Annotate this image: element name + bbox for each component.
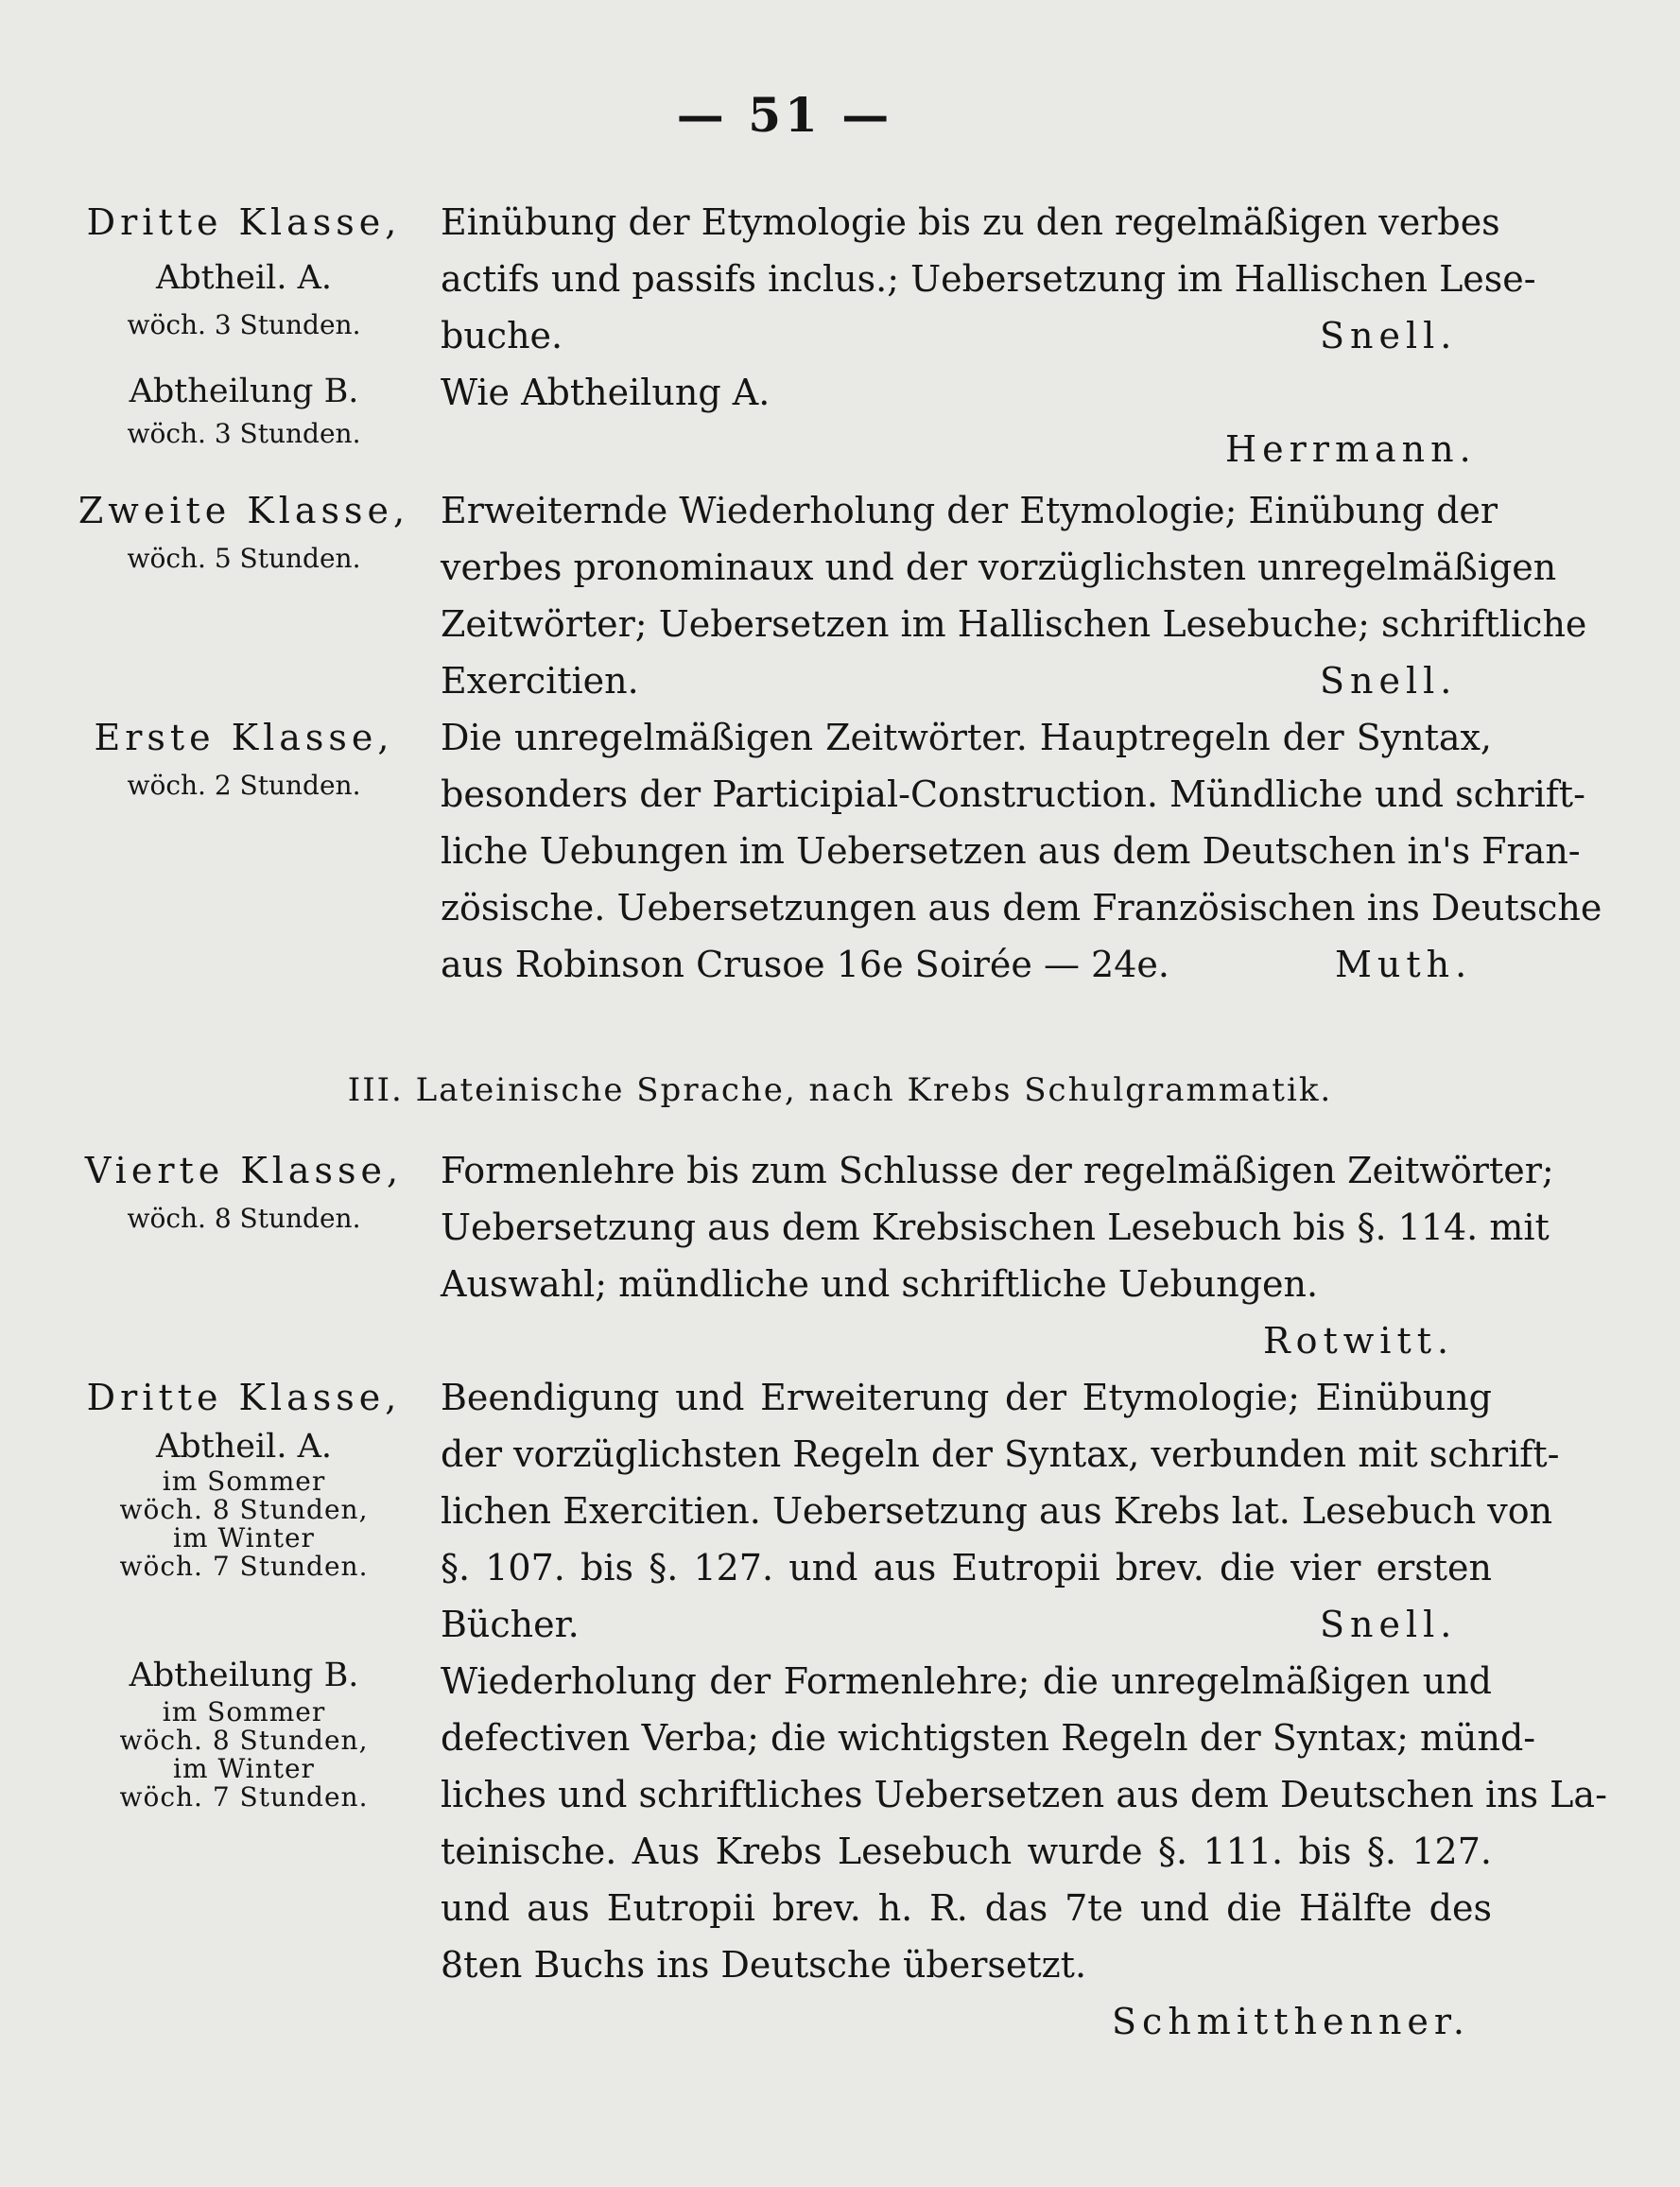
text-line: Zeitwörter; Uebersetzen im Hallischen Lesebuche; schriftliche	[441, 603, 1587, 645]
text-line: und aus Eutropii brev. h. R. das 7te und die Hälfte des	[441, 1887, 1492, 1929]
teacher-name: Rotwitt.	[1263, 1320, 1455, 1362]
class-name: Abtheilung B.	[129, 1657, 359, 1694]
text-line: Formenlehre bis zum Schlusse der regelmäßigen Zeitwörter;	[441, 1150, 1554, 1191]
class-name: Dritte Klasse,	[86, 1377, 402, 1418]
text-line: Beendigung und Erweiterung der Etymologie; Einübung	[441, 1377, 1492, 1418]
lesson-text	[441, 1653, 1607, 1993]
class-name: Vierte Klasse,	[84, 1150, 404, 1191]
text-line: zösische. Uebersetzungen aus dem Französischen ins Deutsche	[441, 887, 1602, 929]
teacher-name: Snell.	[1320, 315, 1458, 356]
text-line: teinische. Aus Krebs Lesebuch wurde §. 111. bis §. 127.	[441, 1831, 1492, 1872]
text-line: buche.	[441, 315, 563, 356]
class-label	[74, 1653, 414, 1812]
text-line: §. 107. bis §. 127. und aus Eutropii brev. die vier ersten	[441, 1547, 1492, 1588]
class-name: Dritte Klasse,	[86, 201, 402, 243]
text-line: actifs und passifs inclus.; Uebersetzung im Hallischen Lese-	[441, 258, 1536, 300]
summer-hours: wöch. 8 Stunden,	[119, 1725, 369, 1756]
text-line: defectiven Verba; die wichtigsten Regeln der Syntax; münd-	[441, 1717, 1536, 1759]
section-heading-latin: III. Lateinische Sprache, nach Krebs Schulgrammatik.	[347, 1071, 1333, 1109]
text-line: Wiederholung der Formenlehre; die unregelmäßigen und	[441, 1660, 1492, 1702]
teacher-name: Snell.	[1320, 660, 1458, 702]
teacher-name: Snell.	[1320, 1604, 1458, 1645]
class-hours: wöch. 5 Stunden.	[127, 543, 361, 574]
class-name: Abtheilung B.	[129, 373, 359, 410]
text-line: lichen Exercitien. Uebersetzung aus Krebs lat. Lesebuch von	[441, 1490, 1553, 1532]
text-line: der vorzüglichsten Regeln der Syntax, verbunden mit schrift-	[441, 1433, 1560, 1475]
class-label	[74, 1142, 414, 1239]
class-subdivision: Abtheil. A.	[155, 259, 333, 297]
class-name: Zweite Klasse,	[78, 490, 410, 531]
lesson-text	[441, 1142, 1554, 1312]
winter-hours: wöch. 7 Stunden.	[119, 1781, 369, 1813]
class-label	[74, 364, 414, 449]
text-line: Die unregelmäßigen Zeitwörter. Hauptregeln der Syntax,	[441, 717, 1492, 758]
class-label	[74, 1369, 414, 1581]
text-line: Wie Abtheilung A.	[441, 372, 771, 413]
page-number: — 51 —	[676, 87, 893, 143]
text-line: Exercitien.	[441, 660, 639, 702]
text-line: Bücher.	[441, 1604, 580, 1645]
season-summer: im Sommer	[162, 1466, 326, 1497]
teacher-name: Schmitthenner.	[1112, 2001, 1470, 2042]
text-line: liches und schriftliches Uebersetzen aus dem Deutschen ins La-	[441, 1774, 1607, 1815]
class-hours: wöch. 2 Stunden.	[127, 770, 361, 801]
class-label	[74, 194, 414, 345]
text-line: aus Robinson Crusoe 16e Soirée — 24e.	[441, 944, 1169, 985]
class-label	[74, 709, 414, 806]
text-line: Einübung der Etymologie bis zu den regelmäßigen verbes	[441, 201, 1500, 243]
class-hours: wöch. 3 Stunden.	[127, 418, 361, 449]
text-line: Auswahl; mündliche und schriftliche Uebungen.	[441, 1263, 1319, 1305]
class-label	[74, 482, 414, 579]
season-winter: im Winter	[173, 1522, 315, 1553]
class-name: Erste Klasse,	[94, 717, 394, 758]
season-winter: im Winter	[173, 1753, 315, 1784]
summer-hours: wöch. 8 Stunden,	[119, 1494, 369, 1525]
text-line: verbes pronominaux und der vorzüglichsten unregelmäßigen	[441, 547, 1557, 588]
class-hours: wöch. 8 Stunden.	[127, 1203, 361, 1234]
season-summer: im Sommer	[162, 1696, 326, 1727]
winter-hours: wöch. 7 Stunden.	[119, 1551, 369, 1582]
class-hours: wöch. 3 Stunden.	[127, 309, 361, 340]
teacher-name: Herrmann.	[1225, 428, 1477, 470]
text-line: Erweiternde Wiederholung der Etymologie; Einübung der	[441, 490, 1498, 531]
text-line: Uebersetzung aus dem Krebsischen Lesebuch bis §. 114. mit	[441, 1206, 1550, 1248]
lesson-text	[441, 364, 1492, 421]
teacher-name: Muth.	[1335, 944, 1473, 985]
text-line: besonders der Participial-Construction. Mündliche und schrift-	[441, 773, 1585, 815]
text-line: liche Uebungen im Uebersetzen aus dem Deutschen in's Fran-	[441, 830, 1581, 872]
text-line: 8ten Buchs ins Deutsche übersetzt.	[441, 1944, 1087, 1986]
class-subdivision: Abtheil. A.	[155, 1428, 333, 1466]
